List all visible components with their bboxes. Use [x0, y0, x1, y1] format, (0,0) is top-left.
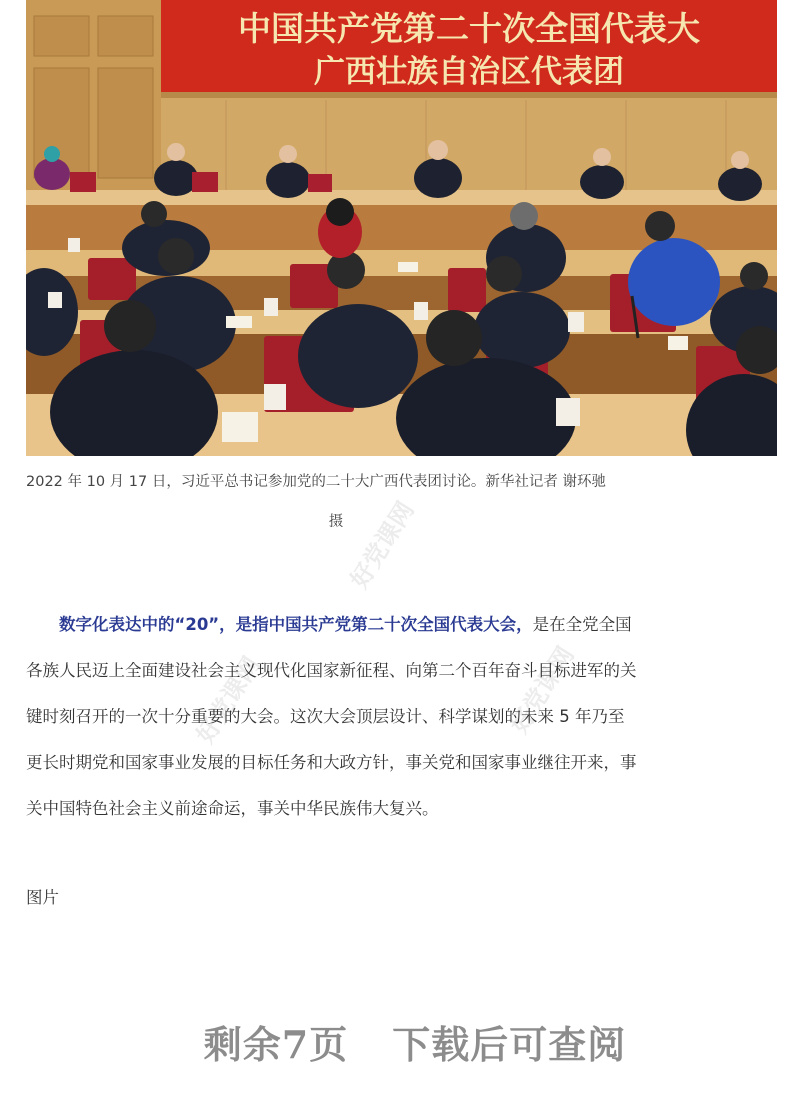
photo-caption: [26, 468, 666, 536]
meeting-photo: [26, 0, 777, 456]
watermark: 好党课网: [191, 651, 266, 749]
caption-line1: 2022 年 10 月 17 日，习近平总书记参加党的二十大广西代表团讨论。新华社记者 谢环驰: [26, 474, 606, 490]
caption-line2: 摄: [328, 514, 344, 530]
download-prompt[interactable]: [0, 1014, 800, 1069]
remaining-pages-text: 剩余7页: [203, 1022, 349, 1067]
highlight-text: 数字化表达中的“20”，是指中国共产党第二十次全国代表大会，: [59, 615, 533, 634]
image-label: 图片: [26, 888, 59, 907]
download-to-view-text: 下载后可查阅: [392, 1022, 627, 1067]
body-text: 是在全党全国各族人民迈上全面建设社会主义现代化国家新征程、向第二个百年奋斗目标进军的关键时刻召开的一次十分重要的大会。这次大会顶层设计、科学谋划的未来 5 年乃至更长时期党和国家事业发展的目标任务和大政方针，事关党和国家事业继往开来，事关中国特色社会主义前途命运，事关中华民族伟大复兴。: [26, 615, 637, 818]
watermark: 好党课网: [345, 496, 420, 594]
banner-line2: 广西壮族自治区代表团: [314, 54, 624, 90]
watermark: 好党课网: [505, 641, 580, 739]
meeting-photo-illustration: [26, 0, 777, 456]
article-paragraph: [26, 602, 638, 832]
banner-line1: 中国共产党第二十次全国代表大: [238, 9, 700, 48]
